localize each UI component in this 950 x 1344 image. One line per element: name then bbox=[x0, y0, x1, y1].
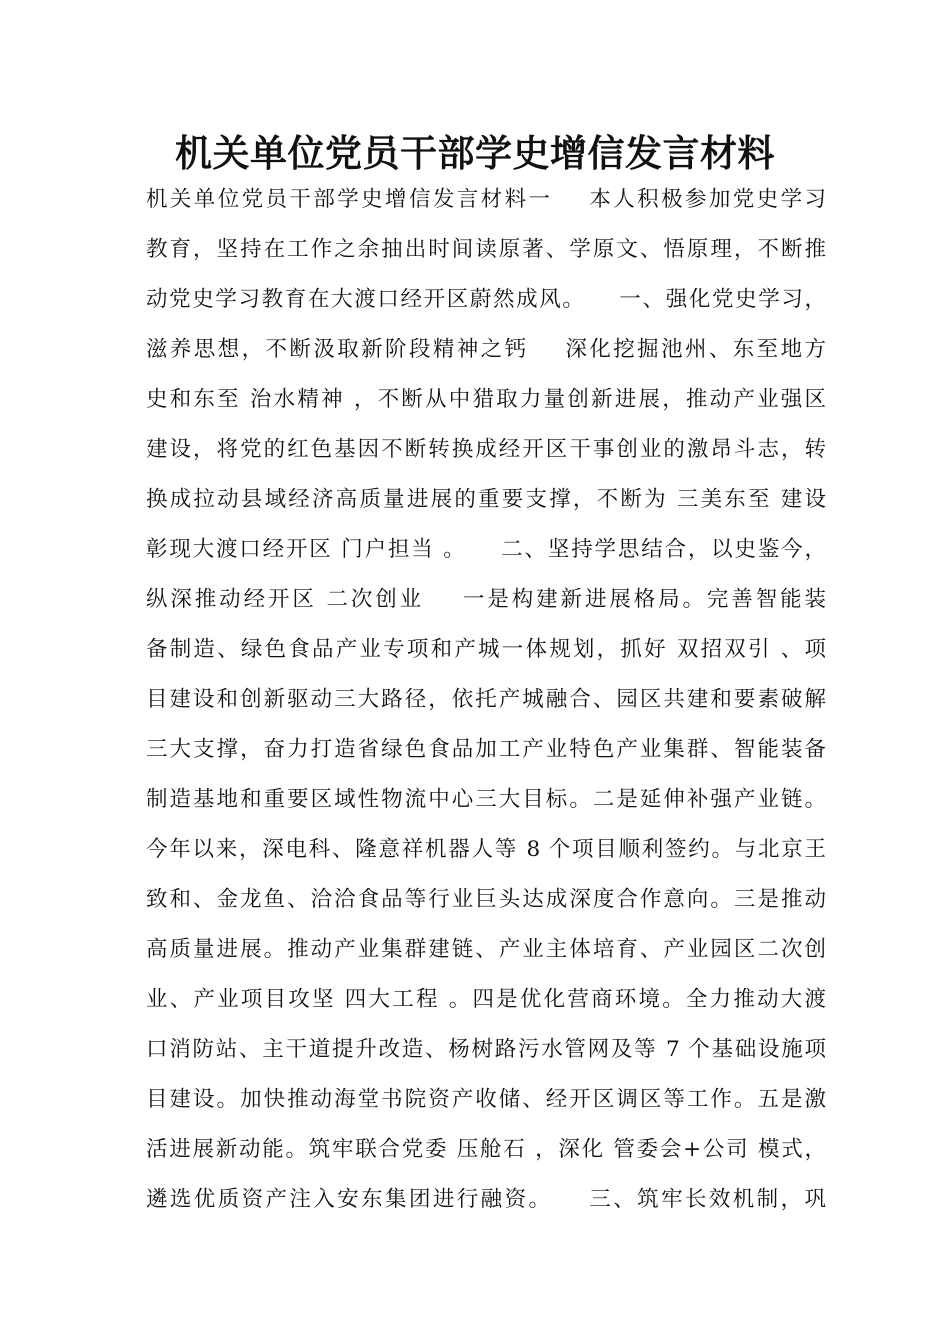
body-line: 备制造、绿色食品产业专项和产城一体规划，抓好 双招双引 、项 bbox=[146, 637, 826, 662]
body-line: 换成拉动县域经济高质量进展的重要支撑，不断为 三美东至 建设 bbox=[146, 487, 826, 512]
document-body bbox=[146, 182, 826, 1232]
body-line: 史和东至 治水精神 ，不断从中猎取力量创新进展，推动产业强区 bbox=[146, 387, 826, 412]
body-line: 高质量进展。推动产业集群建链、产业主体培育、产业园区二次创 bbox=[146, 937, 826, 962]
body-line: 致和、金龙鱼、洽洽食品等行业巨头达成深度合作意向。三是推动 bbox=[146, 887, 826, 912]
body-line: 建设，将党的红色基因不断转换成经开区干事创业的激昂斗志，转 bbox=[146, 437, 826, 462]
body-line: 遴选优质资产注入安东集团进行融资。 三、筑牢长效机制，巩 bbox=[146, 1187, 826, 1212]
body-line: 滋养思想，不断汲取新阶段精神之钙 深化挖掘池州、东至地方 bbox=[146, 337, 826, 362]
body-line: 制造基地和重要区域性物流中心三大目标。二是延伸补强产业链。 bbox=[146, 787, 826, 812]
body-line: 机关单位党员干部学史增信发言材料一 本人积极参加党史学习 bbox=[146, 187, 826, 212]
body-line: 彰现大渡口经开区 门户担当 。 二、坚持学思结合，以史鉴今， bbox=[146, 537, 826, 562]
body-line: 三大支撑，奋力打造省绿色食品加工产业特色产业集群、智能装备 bbox=[146, 737, 826, 762]
body-line: 动党史学习教育在大渡口经开区蔚然成风。 一、强化党史学习， bbox=[146, 287, 826, 312]
body-line: 目建设。加快推动海堂书院资产收储、经开区调区等工作。五是激 bbox=[146, 1087, 826, 1112]
document-title: 机关单位党员干部学史增信发言材料 bbox=[175, 132, 775, 175]
body-line: 今年以来，深电科、隆意祥机器人等 8 个项目顺利签约。与北京王 bbox=[146, 837, 826, 862]
body-line: 教育，坚持在工作之余抽出时间读原著、学原文、悟原理，不断推 bbox=[146, 237, 826, 262]
body-line: 纵深推动经开区 二次创业 一是构建新进展格局。完善智能装 bbox=[146, 587, 826, 612]
body-line: 活进展新动能。筑牢联合党委 压舱石 ，深化 管委会+公司 模式， bbox=[146, 1137, 826, 1162]
body-line: 目建设和创新驱动三大路径，依托产城融合、园区共建和要素破解 bbox=[146, 687, 826, 712]
body-line: 业、产业项目攻坚 四大工程 。四是优化营商环境。全力推动大渡 bbox=[146, 987, 826, 1012]
body-line: 口消防站、主干道提升改造、杨树路污水管网及等 7 个基础设施项 bbox=[146, 1037, 826, 1062]
